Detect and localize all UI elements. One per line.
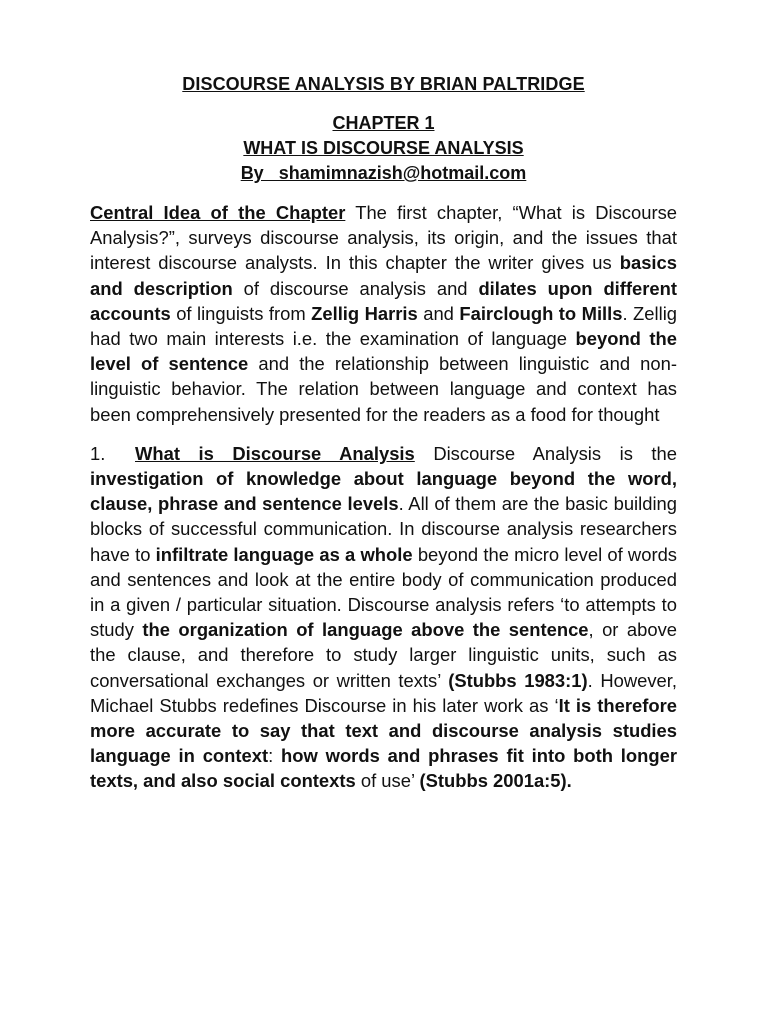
document-page [90,74,677,794]
central-idea-paragraph [90,200,677,427]
bold-run: the organization of language above the sentence [142,619,589,641]
text-run: . Zellig had two main interests i.e. the examination of language [90,302,678,350]
text-run: . All of them are the basic building blocks of successful communication. In discourse analysis researchers have to [90,493,677,565]
text-run: . However, Michael Stubbs redefines Discourse in his later work as ‘ [90,669,677,716]
text-run: of discourse analysis and [232,277,479,299]
section-heading: What is Discourse Analysis [135,442,415,464]
text-run: of use’ [355,770,420,792]
bold-run: investigation of knowledge about language beyond the word, clause, phrase and sentence levels [90,468,677,515]
text-run: , or above the clause, and therefore to study larger linguistic units, such as conversational exchanges or written texts’ [90,619,677,691]
bold-run: beyond the level of sentence [90,328,677,375]
section-1-paragraph [90,441,677,794]
bold-run: how words and phrases fit into both longer texts, and also social contexts [90,745,677,792]
bold-run: Zellig Harris [311,302,418,324]
text-run: and the relationship between linguistic and non-linguistic behavior. The relation between language and context has been comprehensively presented for the readers as a food for thought [90,353,677,425]
text-run: beyond the micro level of words and sentences and look at the entire body of communication produced in a given / particular situation. Discourse analysis refers ‘to attempts to study [90,543,677,641]
bold-run: dilates upon different accounts [90,277,678,324]
section-number: 1. [90,442,106,464]
document-title: DISCOURSE ANALYSIS BY BRIAN PALTRIDGE [182,74,585,94]
text-run: of linguists from [170,302,312,324]
text-run: : [268,745,282,767]
citation: (Stubbs 2001a:5). [419,770,572,792]
bold-run: infiltrate language as a whole [155,543,413,565]
chapter-number: CHAPTER 1 [332,113,435,133]
text-run: Discourse Analysis is the [414,442,677,464]
chapter-title: WHAT IS DISCOURSE ANALYSIS [243,138,524,158]
bold-run: It is therefore more accurate to say that text and discourse analysis studies language in context [90,694,677,767]
text-run: The first chapter, “What is Discourse Analysis?”, surveys discourse analysis, its origin, and the issues that interest discourse analysts. In this chapter the writer gives us [90,202,678,274]
text-run: and [417,302,460,324]
author-byline: By shamimnazish@hotmail.com [240,163,527,183]
chapter-heading [90,111,677,186]
central-idea-heading: Central Idea of the Chapter [90,202,346,223]
bold-run: Fairclough to Mills [459,302,623,324]
bold-run: basics and description [90,252,677,299]
citation: (Stubbs 1983:1) [448,669,588,691]
